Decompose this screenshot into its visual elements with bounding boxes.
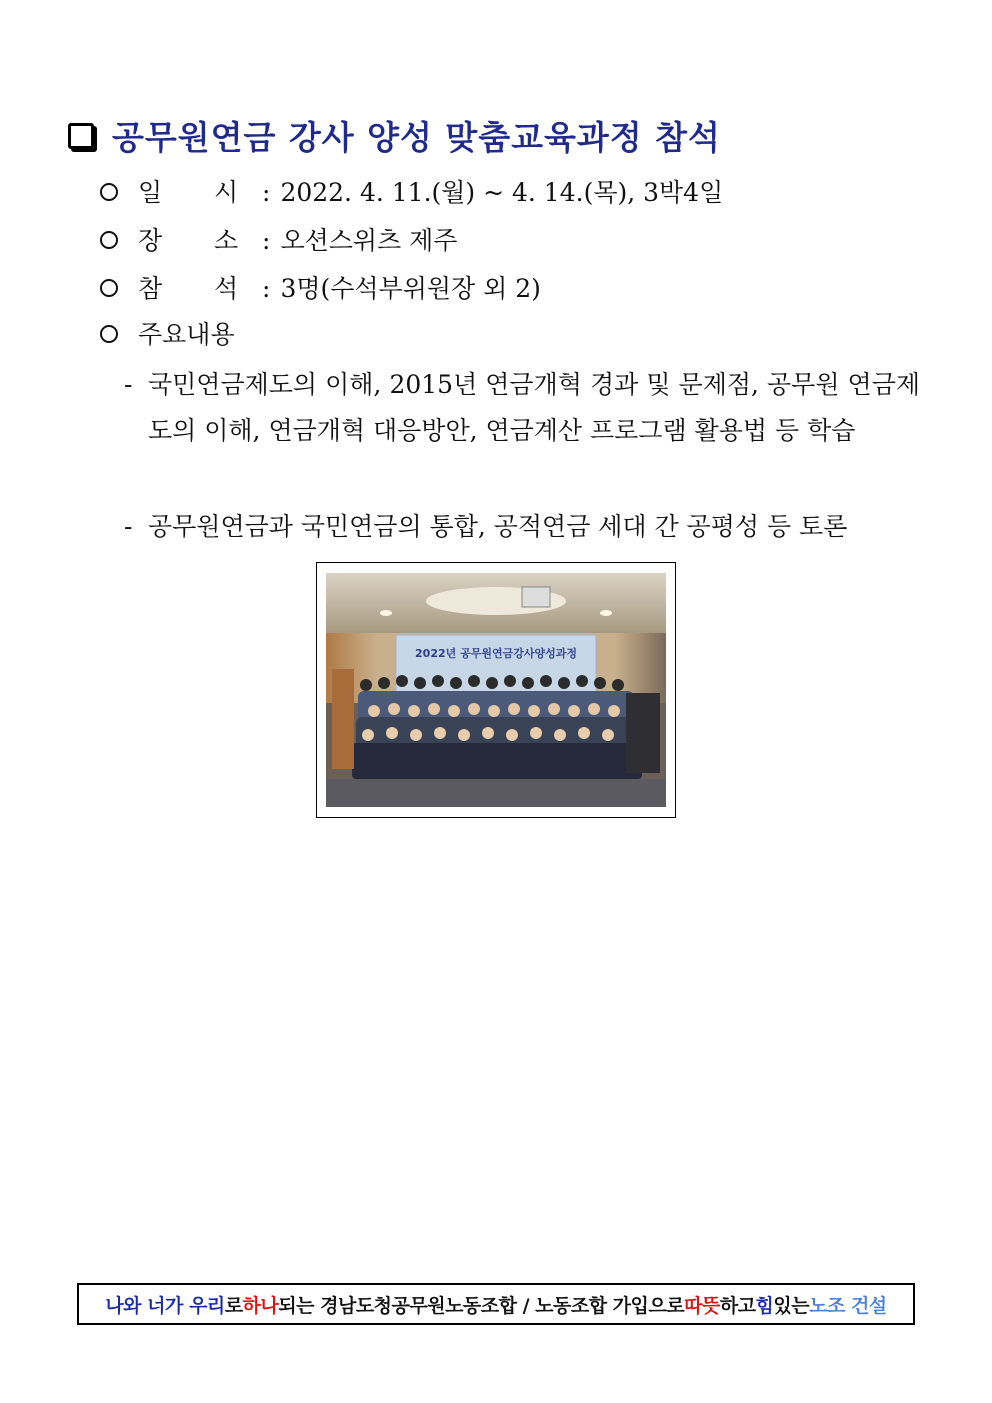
info-label: 주요내용 (138, 320, 235, 349)
footer-slogan-part: 되는 경남도청공무원노동조합 / 노동조합 가입으로 (278, 1294, 685, 1317)
info-value: 오션스위츠 제주 (280, 226, 458, 255)
group-photo (326, 573, 666, 807)
info-row-contents (100, 318, 235, 352)
footer-slogan-part: 하나 (242, 1294, 279, 1317)
section-title-text: 공무원연금 강사 양성 맞춤교육과정 참석 (112, 118, 721, 157)
group-photo-illustration (326, 573, 666, 807)
info-label: 참 석 (138, 274, 239, 303)
dash-bullet: - (124, 370, 133, 399)
footer-slogan-part: 로 (224, 1294, 243, 1317)
banner-text: 2022년 공무원연금강사양성과정 (415, 647, 577, 660)
info-value: 2022. 4. 11.(월) ~ 4. 14.(목), 3박4일 (280, 178, 724, 207)
checkbox-square-icon (68, 123, 94, 149)
info-row-date: 일 시 : 2022. 4. 11.(월) ~ 4. 14.(목), 3박4일 (100, 176, 723, 210)
circle-bullet-icon (100, 279, 118, 297)
circle-bullet-icon (100, 325, 118, 343)
detail-paragraph: 공무원연금과 국민연금의 통합, 공적연금 세대 간 공평성 등 토론 (148, 512, 848, 541)
footer-slogan-part: 있는 (773, 1294, 810, 1317)
info-label: 장 소 (138, 226, 239, 255)
info-label: 일 시 (138, 178, 239, 207)
info-value: 3명(수석부위원장 외 2) (280, 274, 541, 303)
info-row-place: 장 소 : 오션스위츠 제주 (100, 224, 457, 258)
info-row-attendees: 참 석 : 3명(수석부위원장 외 2) (100, 272, 541, 306)
circle-bullet-icon (100, 183, 118, 201)
footer-slogan-part: 따뜻 (684, 1294, 720, 1317)
footer-slogan-part: 노조 건설 (809, 1294, 887, 1317)
detail-paragraph: 국민연금제도의 이해, 2015년 연금개혁 경과 및 문제점, 공무원 연금제도의 이해, 연금개혁 대응방안, 연금계산 프로그램 활용법 등 학습 (148, 370, 920, 445)
photo-frame (316, 562, 676, 818)
footer-slogan-part: 나와 너가 우리 (105, 1294, 225, 1317)
footer-slogan-part: 하고 (719, 1294, 756, 1317)
circle-bullet-icon (100, 231, 118, 249)
dash-bullet: - (124, 512, 133, 541)
footer-slogan (77, 1283, 915, 1325)
footer-slogan-part: 힘 (755, 1294, 774, 1317)
section-title (68, 112, 721, 159)
